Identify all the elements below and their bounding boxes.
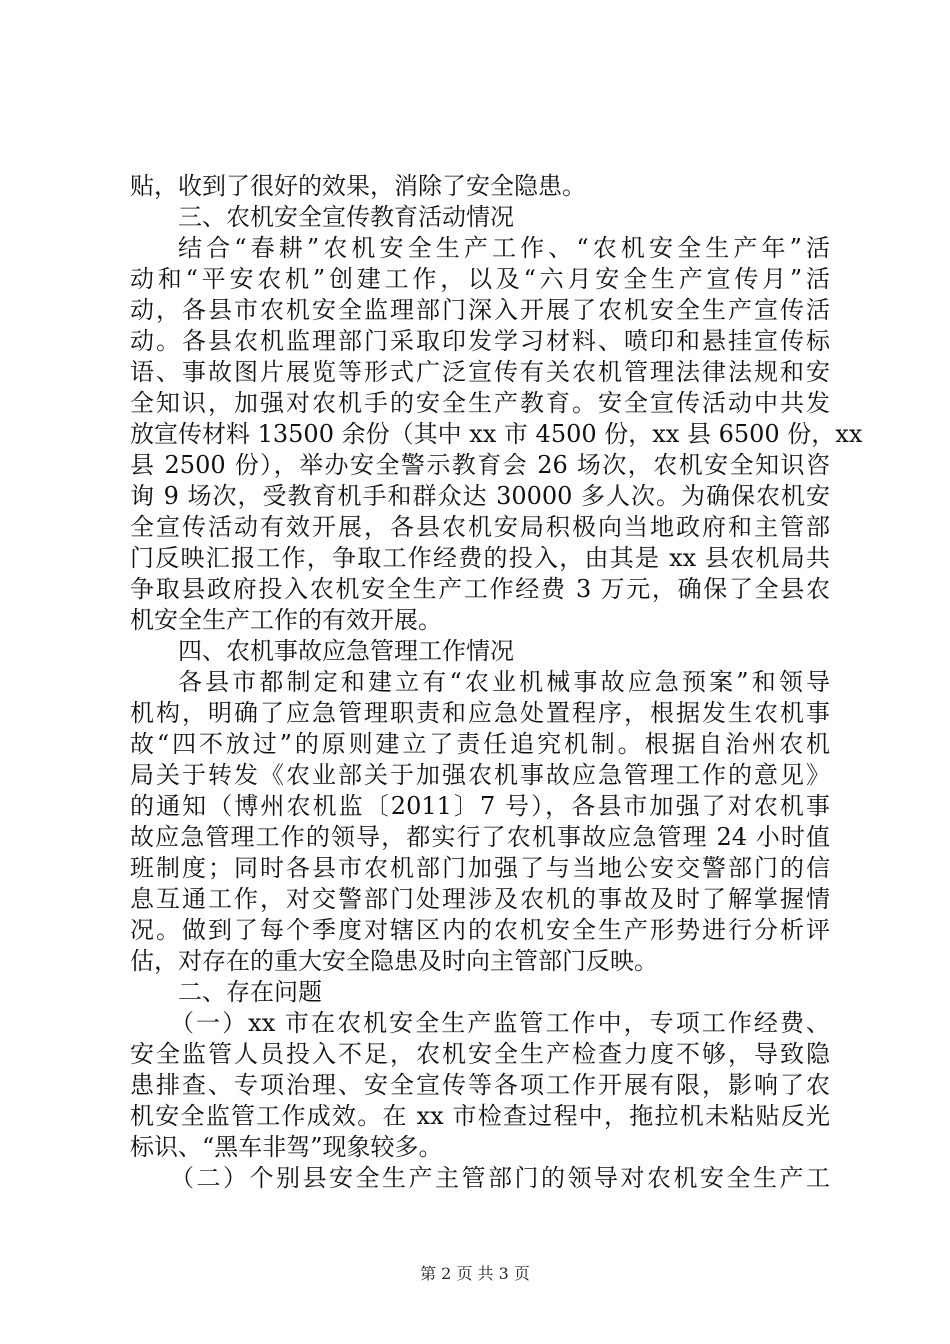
body-line: 机安全生产工作的有效开展。 [130,606,442,634]
body-line: 机安全监管工作成效。在 xx 市检查过程中，拖拉机未粘贴反光 [130,1102,830,1130]
body-line: 县 2500 份），举办安全警示教育会 26 场次，农机安全知识咨 [130,451,830,479]
section-heading: 二、存在问题 [178,978,322,1006]
body-line: 全知识，加强对农机手的安全生产教育。安全宣传活动中共发 [130,389,830,417]
body-line: 结合“春耕”农机安全生产工作、“农机安全生产年”活 [178,234,830,262]
body-line: 语、事故图片展览等形式广泛宣传有关农机管理法律法规和安 [130,358,830,386]
body-line: 况。做到了每个季度对辖区内的农机安全生产形势进行分析评 [130,916,830,944]
body-line: 争取县政府投入农机安全生产工作经费 3 万元，确保了全县农 [130,575,830,603]
body-line: 贴，收到了很好的效果，消除了安全隐患。 [130,172,586,200]
body-line: 故应急管理工作的领导，都实行了农机事故应急管理 24 小时值 [130,823,830,851]
body-line: 标识、“黑车非驾”现象较多。 [130,1133,443,1161]
body-line: 动，各县市农机安全监理部门深入开展了农机安全生产宣传活 [130,296,830,324]
body-line: 班制度；同时各县市农机部门加强了与当地公安交警部门的信 [130,854,830,882]
body-line: 全宣传活动有效开展，各县农机安局积极向当地政府和主管部 [130,513,830,541]
body-line: 的通知（博州农机监〔2011〕7 号），各县市加强了对农机事 [130,792,830,820]
body-line: （一）xx 市在农机安全生产监管工作中，专项工作经费、 [170,1009,830,1037]
body-line: （二）个别县安全生产主管部门的领导对农机安全生产工 [170,1164,830,1192]
body-line: 询 9 场次，受教育机手和群众达 30000 多人次。为确保农机安 [130,482,830,510]
body-line: 门反映汇报工作，争取工作经费的投入，由其是 xx 县农机局共 [130,544,830,572]
body-line: 估，对存在的重大安全隐患及时向主管部门反映。 [130,947,658,975]
section-heading: 三、农机安全宣传教育活动情况 [178,203,514,231]
page-number-footer: 第 2 页 共 3 页 [420,1264,530,1283]
body-line: 各县市都制定和建立有“农业机械事故应急预案”和领导 [178,668,830,696]
body-line: 机构，明确了应急管理职责和应急处置程序，根据发生农机事 [130,699,830,727]
body-line: 患排查、专项治理、安全宣传等各项工作开展有限，影响了农 [130,1071,830,1099]
body-line: 动和“平安农机”创建工作，以及“六月安全生产宣传月”活 [130,265,830,293]
body-line: 息互通工作，对交警部门处理涉及农机的事故及时了解掌握情 [130,885,830,913]
body-line: 故“四不放过”的原则建立了责任追究机制。根据自治州农机 [130,730,830,758]
body-line: 安全监管人员投入不足，农机安全生产检查力度不够，导致隐 [130,1040,830,1068]
body-line: 动。各县农机监理部门采取印发学习材料、喷印和悬挂宣传标 [130,327,830,355]
body-line: 放宣传材料 13500 余份（其中 xx 市 4500 份，xx 县 6500 份，xx [130,420,863,448]
section-heading: 四、农机事故应急管理工作情况 [178,637,514,665]
body-line: 局关于转发《农业部关于加强农机事故应急管理工作的意见》 [130,761,830,789]
